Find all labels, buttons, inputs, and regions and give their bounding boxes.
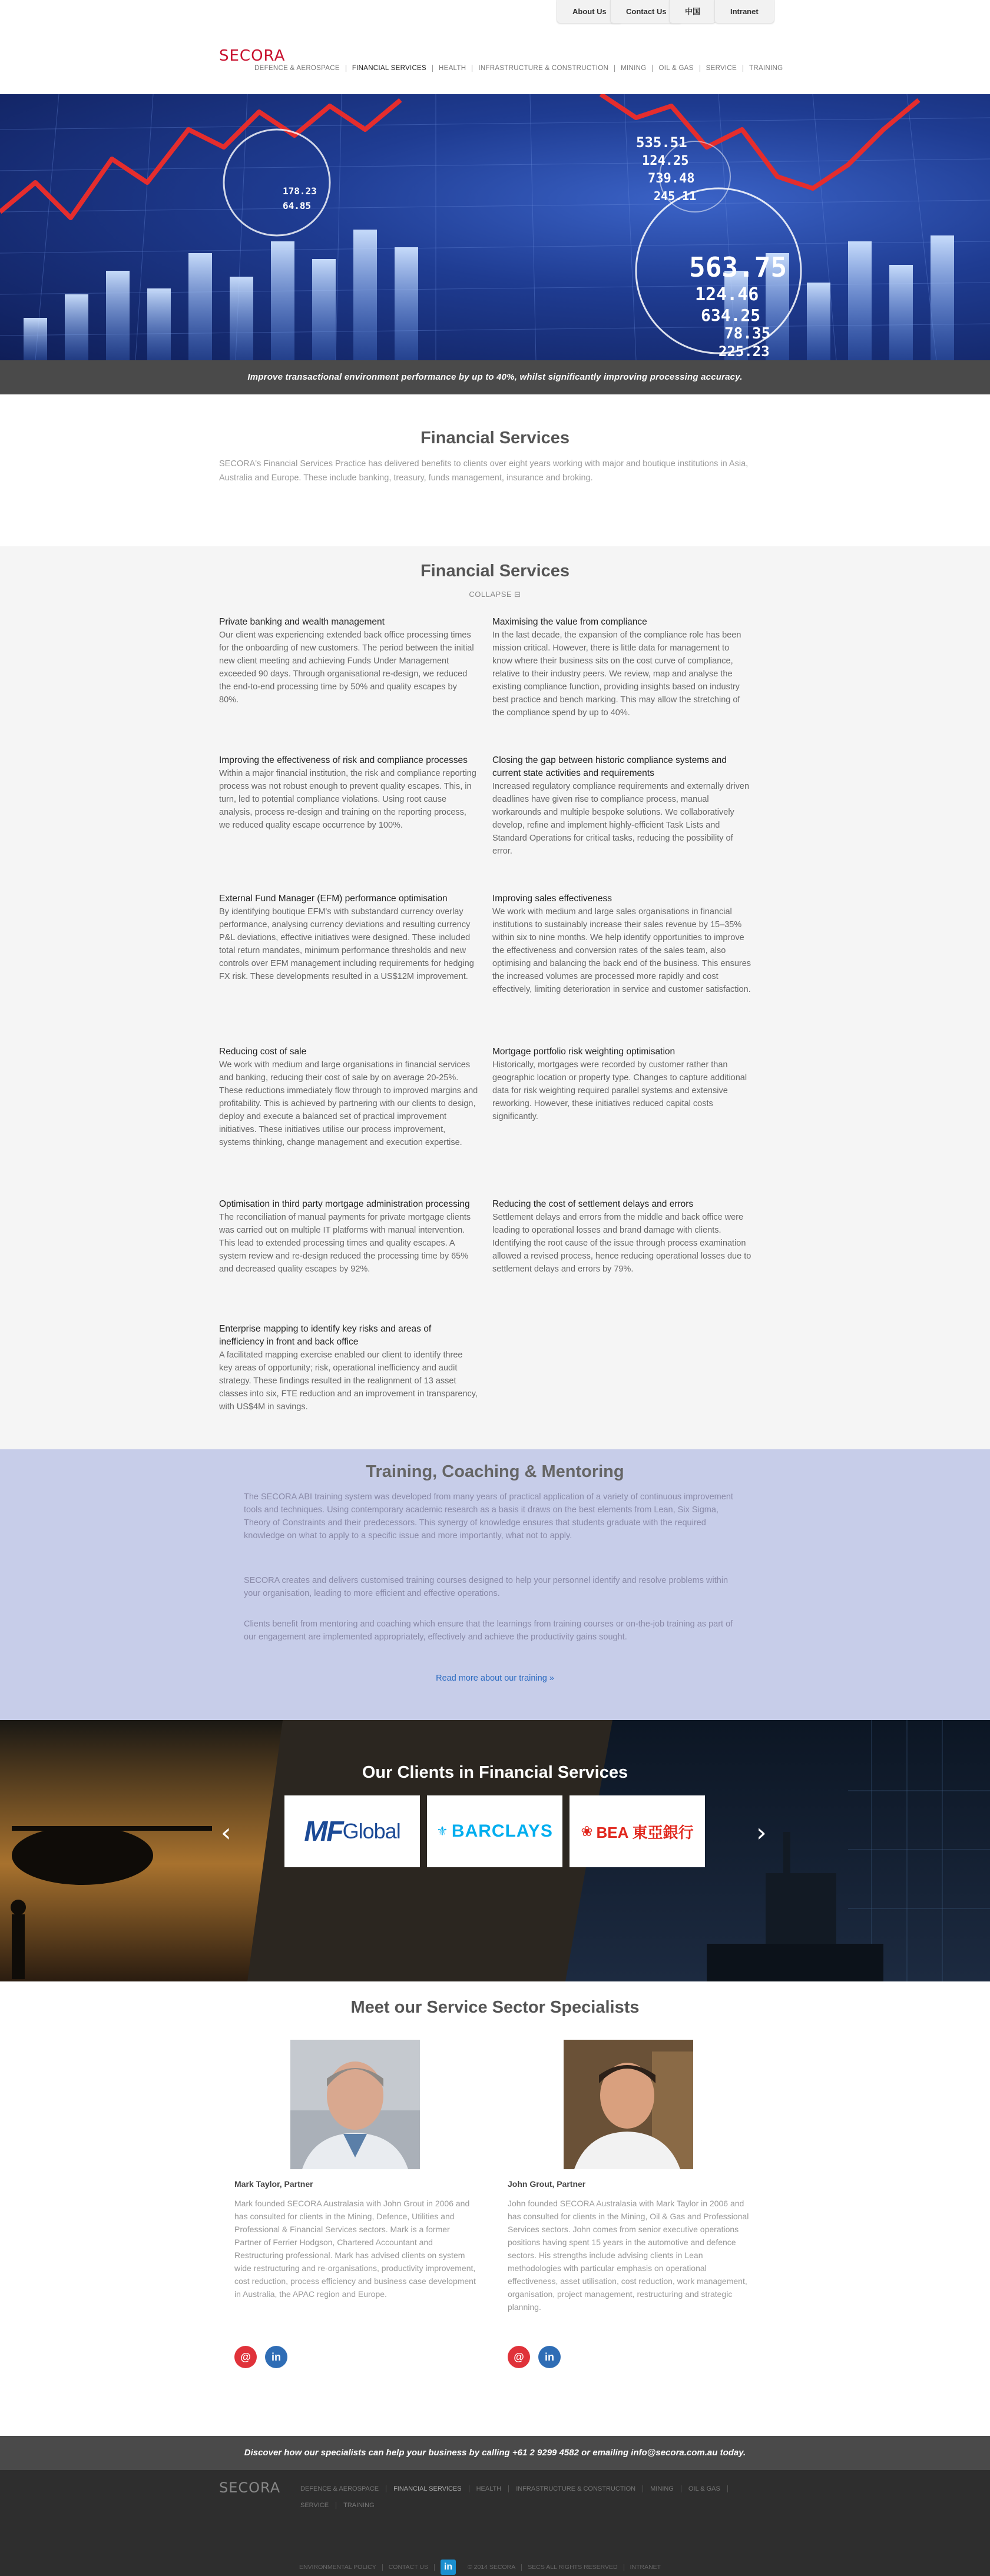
case-title: Closing the gap between historic compliance systems and current state activities and requirements [492, 755, 727, 778]
hero-ticker-11: 64.85 [283, 200, 312, 211]
linkedin-icon[interactable]: in [538, 2346, 561, 2368]
case-title: Reducing cost of sale [219, 1047, 307, 1057]
footer-nav [293, 2485, 764, 2509]
case-title: Improving sales effectiveness [492, 894, 612, 904]
linkedin-icon[interactable]: in [265, 2346, 287, 2368]
hero-ticker-9: 245.11 [654, 189, 697, 203]
hero-ticker-6: 535.51 [636, 134, 687, 151]
case-text: The reconciliation of manual payments for private mortgage clients was carried out on multiple IT platforms with manual intervention. This lead to extended processing times and quality escapes. A system review and re-design reduced the processing time by 65% and decreased quality escapes by 92%. [219, 1213, 471, 1274]
email-icon[interactable]: @ [234, 2346, 257, 2368]
specialist-bio: Mark founded SECORA Australasia with John Grout in 2006 and has consulted for clients in the Mining, Defence, Utilities and Professional & Financial Services sectors. Mark is a former Partner of Ferrier Hodgson, Chartered Accountant and Restructuring professional. Mark has advised clients on system wide restructuring and re-organisations, productivity improvement, cost reduction, process efficiency and business case development in Australia, the APAC region and Europe. [234, 2199, 476, 2299]
email-icon[interactable]: @ [508, 2346, 530, 2368]
case-text: Increased regulatory compliance requirements and externally driven deadlines have given rise to compliance process, manual workarounds and multiple bespoke solutions. We collaboratively develop, refine and implement highly-efficient Task Lists and Standard Operations for critical tasks, reducing the possibility of error. [492, 782, 750, 856]
case-item [492, 1045, 751, 1123]
avatar [564, 2040, 693, 2169]
training-paragraph: Clients benefit from mentoring and coaching which ensure that the learnings from training courses or on-the-job training as part of our engagement are implemented appropriately, effectively and achieve the productivity gains sought. [244, 1619, 733, 1642]
case-item [219, 892, 478, 983]
case-title: Private banking and wealth management [219, 617, 385, 627]
nav-training[interactable]: TRAINING [749, 65, 783, 72]
bea-emblem-icon: ❀ [581, 1823, 593, 1840]
case-title: Maximising the value from compliance [492, 617, 647, 627]
case-text: Within a major financial institution, the risk and compliance reporting process was not robust enough to prevent quality escapes. This, in turn, led to potential compliance violations. Using root cause analysis, process re-design and training on the reporting process, we reduced quality escape occurrence by 100%. [219, 769, 476, 830]
footer-bottom-bar [293, 2560, 667, 2575]
case-text: Settlement delays and errors from the middle and back office were leading to operational losses and brand damage with clients. Identifying the root cause of the issue through process examination allowed a revised process, hence reducing operational losses due to settlement delays and errors by 79%. [492, 1213, 751, 1274]
client-logo-barclays[interactable] [427, 1795, 562, 1867]
environmental-policy-link[interactable]: ENVIRONMENTAL POLICY [293, 2564, 383, 2571]
eagle-icon: ⚜ [436, 1824, 448, 1838]
footer-nav-financial-services[interactable]: FINANCIAL SERVICES [386, 2485, 469, 2492]
mf-glyph: MF [304, 1815, 343, 1847]
case-text: We work with medium and large sales organisations in financial institutions to sustainably increase their sales revenue by 15–35% within six to nine months. We help identify opportunities to improve the effectiveness and conversion rates of the sales team, also optimising and balancing the back end of the business. This ensures the increased volumes are processed more rapidly and cost effectively, limiting deterioration in service and customer satisfaction. [492, 907, 751, 994]
case-item [492, 892, 751, 996]
fs-section-title: Financial Services [420, 562, 570, 580]
hero-ticker-10: 178.23 [283, 185, 317, 197]
footer-intranet-link[interactable]: INTRANET [630, 2563, 661, 2571]
case-title: Mortgage portfolio risk weighting optimisation [492, 1047, 676, 1057]
case-text: In the last decade, the expansion of the compliance role has been mission critical. However, there is little data for management to know where their business sits on the cost curve of compliance, relative to their industry peers. We review, map and analyse the existing compliance function, providing insights based on industry best practice and bench marking. This may allow the stretching of the compliance spend by up to 40%. [492, 630, 741, 718]
avatar [290, 2040, 420, 2169]
nav-health[interactable]: HEALTH [433, 65, 472, 72]
training-paragraph: SECORA creates and delivers customised training courses designed to help your personnel identify and resolve problems within your organisation, leading to more efficient and effective operations. [244, 1576, 729, 1598]
nav-mining[interactable]: MINING [615, 65, 653, 72]
footer-nav-service[interactable]: SERVICE [293, 2502, 336, 2509]
specialist-name: Mark Taylor, Partner [234, 2179, 313, 2189]
training-paragraph: The SECORA ABI training system was developed from many years of practical application of a variety of continuous improvement tools and techniques. Using contemporary academic research as a basis it draws on the best elements from Lean, Six Sigma, Theory of Constraints and their predecessors. This synergy of knowledge ensures that students graduate with the required knowledge on what to apply to a specific issue and more importantly, what not to apply. [244, 1492, 733, 1541]
intranet-button[interactable]: Intranet [714, 0, 774, 24]
case-text: Historically, mortgages were recorded by customer rather than geographic location or property type. Changes to capture additional data for risk weighting required parallel systems and extensive reworking. However, these initiatives reduced capital costs significantly. [492, 1060, 747, 1121]
mf-wordmark: Global [342, 1819, 400, 1843]
case-item [219, 1323, 478, 1413]
collapse-toggle[interactable]: COLLAPSE ⊟ [469, 590, 521, 599]
case-item [219, 754, 478, 832]
read-more-training-link[interactable]: Read more about our training » [436, 1674, 554, 1683]
case-text: Our client was experiencing extended back office processing times for the onboarding of new customers. The period between the initial new client meeting and achieving Funds Under Management exceeded 90 days. Through organisational re-design, we reduced the end-to-end processing time by 50% and quality escapes by 80%. [219, 630, 474, 705]
bea-wordmark: BEA 東亞銀行 [596, 1823, 694, 1841]
footer-nav-health[interactable]: HEALTH [469, 2485, 509, 2492]
specialist-bio: John founded SECORA Australasia with Mark Taylor in 2006 and has consulted for clients in the Mining, Oil & Gas and Professional Services sectors. John comes from senior executive operations positions having spent 15 years in the automotive and defence sectors. His strengths include advising clients in Lean methodologies with particular emphasis on operational effectiveness, asset utilisation, cost reduction, work management, organisation, project management, restructuring and strategic planning. [508, 2199, 749, 2312]
nav-infrastructure[interactable]: INFRASTRUCTURE & CONSTRUCTION [472, 65, 615, 72]
hero-ticker-8: 739.48 [648, 171, 695, 186]
footer-nav-training[interactable]: TRAINING [343, 2502, 375, 2509]
client-logo-bea[interactable] [570, 1795, 705, 1867]
hero-ticker-3: 634.25 [701, 306, 761, 325]
hero-chart-graphic [0, 94, 990, 360]
contact-us-button[interactable]: Contact Us [610, 0, 683, 24]
hero-caption: Improve transactional environment performance by up to 40%, whilst significantly improving processing accuracy. [0, 360, 990, 394]
carousel-prev-icon[interactable]: ‹ [221, 1818, 231, 1848]
training-title: Training, Coaching & Mentoring [366, 1462, 624, 1481]
case-text: We work with medium and large organisations in financial services and banking, reducing their cost of sale by on average 20-25%. These reductions immediately flow through to improved margins and profitability. This is achieved by partnering with our clients to design, deploy and execute a balanced set of practical improvement initiatives. These initiatives utilise our process improvement, systems thinking, change management and execution expertise. [219, 1060, 478, 1147]
footer-linkedin-icon[interactable]: in [441, 2560, 456, 2575]
intro-text: SECORA's Financial Services Practice has delivered benefits to clients over eight years working with major and boutique institutions in Asia, Australia and Europe. These include banking, treasury, funds management, insurance and broking. [219, 459, 749, 483]
case-title: Reducing the cost of settlement delays and errors [492, 1199, 694, 1209]
nav-defence[interactable]: DEFENCE & AEROSPACE [254, 65, 346, 72]
footer-contact-link[interactable]: CONTACT US [383, 2564, 435, 2571]
case-item [219, 616, 478, 706]
utility-bar [0, 0, 990, 26]
case-item [492, 1198, 751, 1276]
barclays-wordmark: BARCLAYS [451, 1821, 553, 1841]
hero-ticker-7: 124.25 [642, 154, 689, 168]
footer-nav-defence[interactable]: DEFENCE & AEROSPACE [293, 2485, 386, 2492]
main-nav [254, 65, 789, 72]
case-title: Enterprise mapping to identify key risks and areas of inefficiency in front and back office [219, 1324, 432, 1347]
specialists-title: Meet our Service Sector Specialists [350, 1998, 640, 2017]
case-item [492, 616, 751, 719]
footer-logo[interactable]: SECORA [219, 2479, 281, 2496]
copyright-text: © 2014 SECORA [462, 2564, 522, 2571]
hero-ticker-2: 124.46 [695, 284, 759, 305]
cta-banner: Discover how our specialists can help your business by calling +61 2 9299 4582 or emailing info@secora.com.au today. [0, 2436, 990, 2470]
hero-banner [0, 94, 990, 360]
hero-ticker-4: 78.35 [724, 325, 771, 343]
china-button[interactable]: 中国 [669, 0, 716, 24]
client-logo-mf-global[interactable] [284, 1795, 420, 1867]
intro-title: Financial Services [420, 429, 570, 447]
about-us-button[interactable]: About Us [557, 0, 623, 24]
specialist-name: John Grout, Partner [508, 2179, 586, 2189]
case-item [219, 1198, 478, 1276]
john-grout-photo [564, 2040, 693, 2169]
mark-taylor-photo [290, 2040, 420, 2169]
secora-logo[interactable]: SECORA [219, 47, 286, 65]
case-title: Optimisation in third party mortgage administration processing [219, 1199, 470, 1209]
case-item [492, 754, 751, 858]
hero-ticker-1: 563.75 [689, 251, 787, 283]
case-item [219, 1045, 478, 1149]
footer-nav-mining[interactable]: MINING [643, 2485, 681, 2492]
nav-oil-gas[interactable]: OIL & GAS [653, 65, 700, 72]
case-text: A facilitated mapping exercise enabled our client to identify three key areas of opportunity; risk, operational inefficiency and audit strategy. These findings resulted in the realignment of 13 asset classes into six, FTE reduction and an improvement in transparency, with US$4M in savings. [219, 1350, 478, 1412]
case-text: By identifying boutique EFM's with substandard currency overlay performance, analysing currency deviations and resulting currency P&L deviations, effective initiatives were designed. These included total return mandates, minimum performance thresholds and new controls over EFM management including requirements for hedging FX risk. These developments resulted in a US$12M improvement. [219, 907, 474, 981]
clients-title: Our Clients in Financial Services [362, 1763, 628, 1782]
footer-nav-oil-gas[interactable]: OIL & GAS [681, 2485, 728, 2492]
rights-text: SECS ALL RIGHTS RESERVED [522, 2564, 624, 2571]
nav-financial-services[interactable]: FINANCIAL SERVICES [346, 65, 433, 72]
nav-service[interactable]: SERVICE [700, 65, 743, 72]
carousel-next-icon[interactable]: › [756, 1818, 767, 1848]
case-title: Improving the effectiveness of risk and compliance processes [219, 755, 468, 765]
case-title: External Fund Manager (EFM) performance optimisation [219, 894, 448, 904]
footer-nav-infrastructure[interactable]: INFRASTRUCTURE & CONSTRUCTION [509, 2485, 643, 2492]
hero-ticker-5: 225.23 [719, 343, 770, 360]
